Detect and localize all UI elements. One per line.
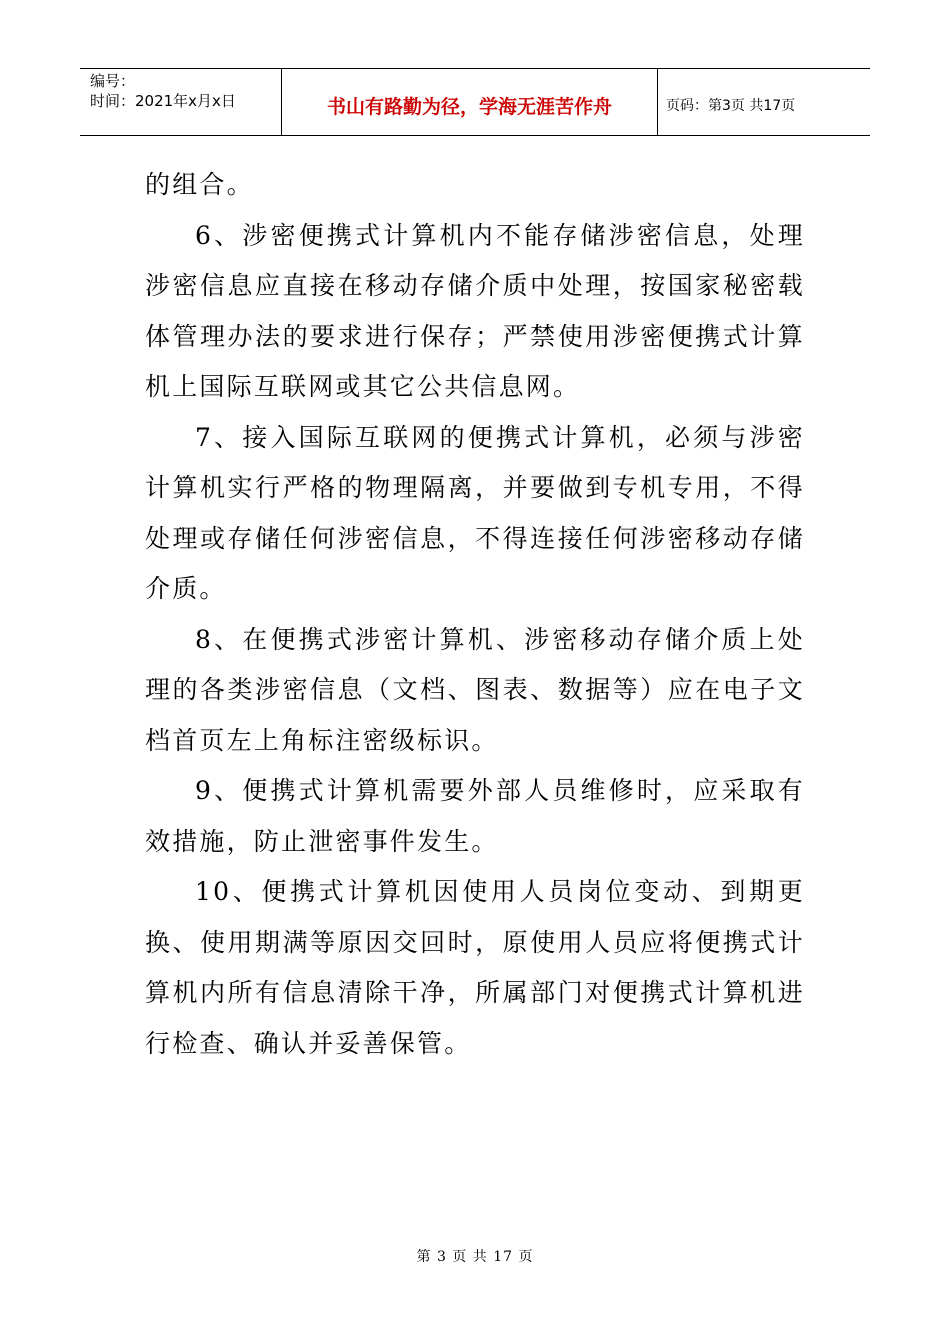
header-meta — [80, 69, 282, 135]
paragraph-item-9: 9、便携式计算机需要外部人员维修时，应采取有效措施，防止泄密事件发生。 — [145, 776, 805, 856]
document-number-label: 编号： — [90, 72, 136, 90]
header-page-info: 页码：第3页 共17页 — [666, 98, 796, 114]
page-footer: 第 3 页 共 17 页 — [416, 1249, 534, 1265]
document-date: 时间：2021年x月x日 — [90, 92, 236, 110]
paragraph-item-6: 6、涉密便携式计算机内不能存储涉密信息，处理涉密信息应直接在移动存储介质中处理，按国家秘密载体管理办法的要求进行保存；严禁使用涉密便携式计算机上国际互联网或其它公共信息网。 — [145, 220, 805, 401]
paragraph-item-10: 10、便携式计算机因使用人员岗位变动、到期更换、使用期满等原因交回时，原使用人员应将便携式计算机内所有信息清除干净，所属部门对便携式计算机进行检查、确认并妥善保管。 — [145, 877, 805, 1058]
paragraph-continuation: 的组合。 — [145, 170, 254, 199]
page-header — [80, 68, 870, 136]
paragraph-item-7: 7、接入国际互联网的便携式计算机，必须与涉密计算机实行严格的物理隔离，并要做到专机专用，不得处理或存储任何涉密信息，不得连接任何涉密移动存储介质。 — [145, 422, 805, 603]
document-body — [145, 160, 805, 1069]
header-motto: 书山有路勤为径，学海无涯苦作舟 — [282, 69, 658, 135]
paragraph-item-8: 8、在便携式涉密计算机、涉密移动存储介质上处理的各类涉密信息（文档、图表、数据等）应在电子文档首页左上角标注密级标识。 — [145, 624, 805, 755]
